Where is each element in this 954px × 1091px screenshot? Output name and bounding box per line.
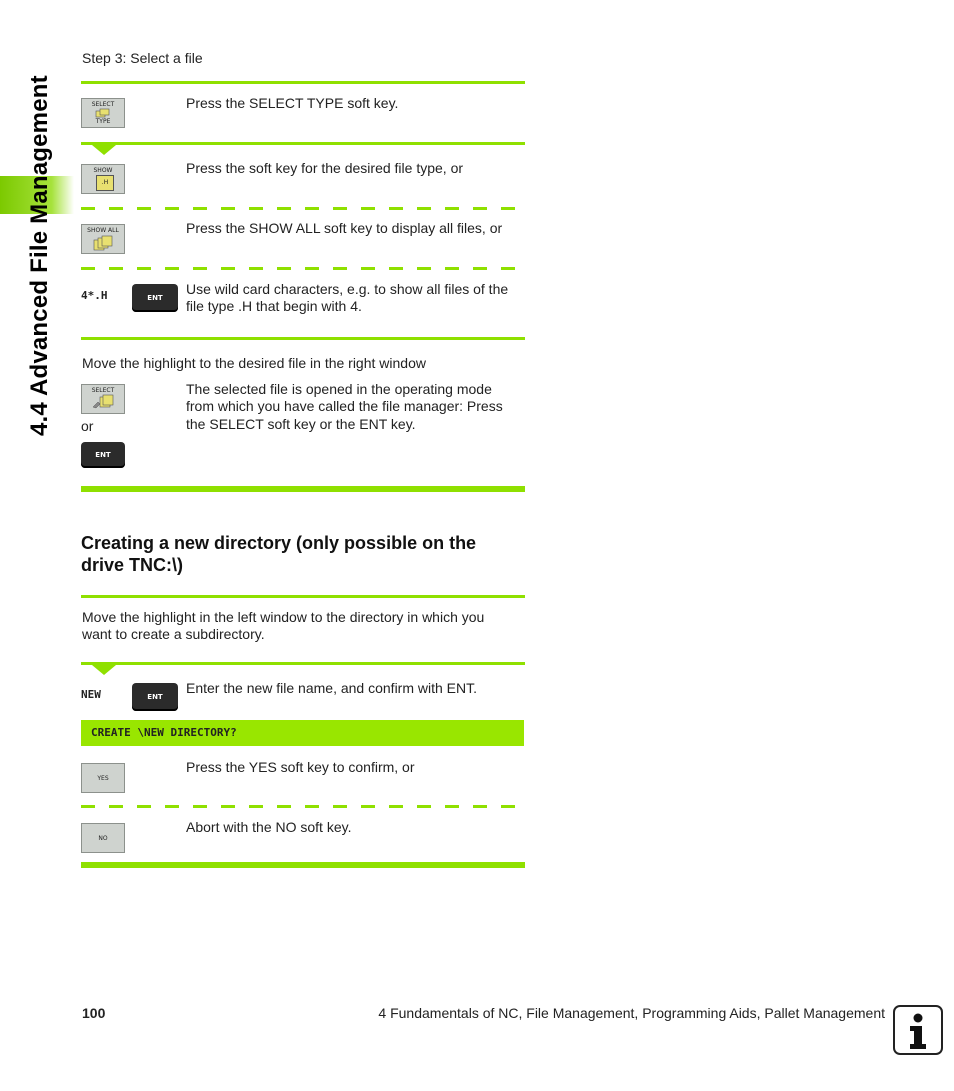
- dashed-divider: [81, 805, 525, 808]
- page-number: 100: [82, 1005, 106, 1021]
- row-text: Press the soft key for the desired file type, or: [186, 160, 464, 176]
- yes-softkey[interactable]: YES: [81, 763, 125, 793]
- or-label: or: [81, 418, 94, 434]
- select-softkey[interactable]: SELECT: [81, 384, 125, 414]
- dialog-prompt-bar: [81, 720, 524, 746]
- dashed-divider: [81, 207, 525, 210]
- row-text: from which you have called the file manager: Press: [186, 398, 503, 414]
- dashed-divider: [81, 267, 525, 270]
- input-text: NEW: [81, 688, 101, 701]
- row-text: the SELECT soft key or the ENT key.: [186, 416, 416, 432]
- show-all-softkey[interactable]: SHOW ALL: [81, 224, 125, 254]
- no-softkey[interactable]: NO: [81, 823, 125, 853]
- step3-title: Step 3: Select a file: [82, 50, 203, 66]
- row-text: Enter the new file name, and confirm with ENT.: [186, 680, 478, 696]
- select-type-softkey[interactable]: SELECT TYPE: [81, 98, 125, 128]
- row-text: Use wild card characters, e.g. to show all files of the: [186, 281, 509, 297]
- row-text: file type .H that begin with 4.: [186, 298, 362, 314]
- row-text: Press the YES soft key to confirm, or: [186, 759, 415, 775]
- intro-text: want to create a subdirectory.: [82, 626, 265, 642]
- row-text: Press the SELECT TYPE soft key.: [186, 95, 399, 111]
- select-file-icon: [92, 394, 114, 410]
- show-h-softkey[interactable]: SHOW .H: [81, 164, 125, 194]
- step4-title: Move the highlight to the desired file in the right window: [82, 355, 426, 371]
- files-icon: [93, 235, 113, 251]
- divider: [81, 595, 525, 598]
- ent-key[interactable]: ENT: [132, 284, 178, 312]
- section-title-vertical: 4.4 Advanced File Management: [26, 75, 53, 436]
- info-icon: [893, 1005, 943, 1055]
- ent-key[interactable]: ENT: [81, 442, 125, 468]
- row-text: Press the SHOW ALL soft key to display all files, or: [186, 220, 503, 236]
- flow-arrow: [92, 145, 116, 155]
- input-text: 4*.H: [81, 289, 108, 302]
- ent-key[interactable]: ENT: [132, 683, 178, 711]
- row-text: Abort with the NO soft key.: [186, 819, 352, 835]
- divider: [81, 662, 525, 665]
- divider: [81, 337, 525, 340]
- folders-icon: [95, 108, 111, 118]
- row-text: The selected file is opened in the operating mode: [186, 381, 492, 397]
- chapter-title: 4 Fundamentals of NC, File Management, Programming Aids, Pallet Management: [378, 1005, 885, 1021]
- flow-arrow: [92, 665, 116, 675]
- intro-text: Move the highlight in the left window to the directory in which you: [82, 609, 485, 625]
- section-heading-line1: Creating a new directory (only possible on the: [81, 533, 477, 553]
- section-end-bar: [81, 862, 525, 868]
- file-icon: .H: [96, 175, 114, 191]
- section-heading-line2: drive TNC:\): [81, 555, 184, 575]
- divider: [81, 81, 525, 84]
- divider: [81, 142, 525, 145]
- dialog-prompt-text: CREATE \NEW DIRECTORY?: [91, 726, 237, 739]
- section-end-bar: [81, 486, 525, 492]
